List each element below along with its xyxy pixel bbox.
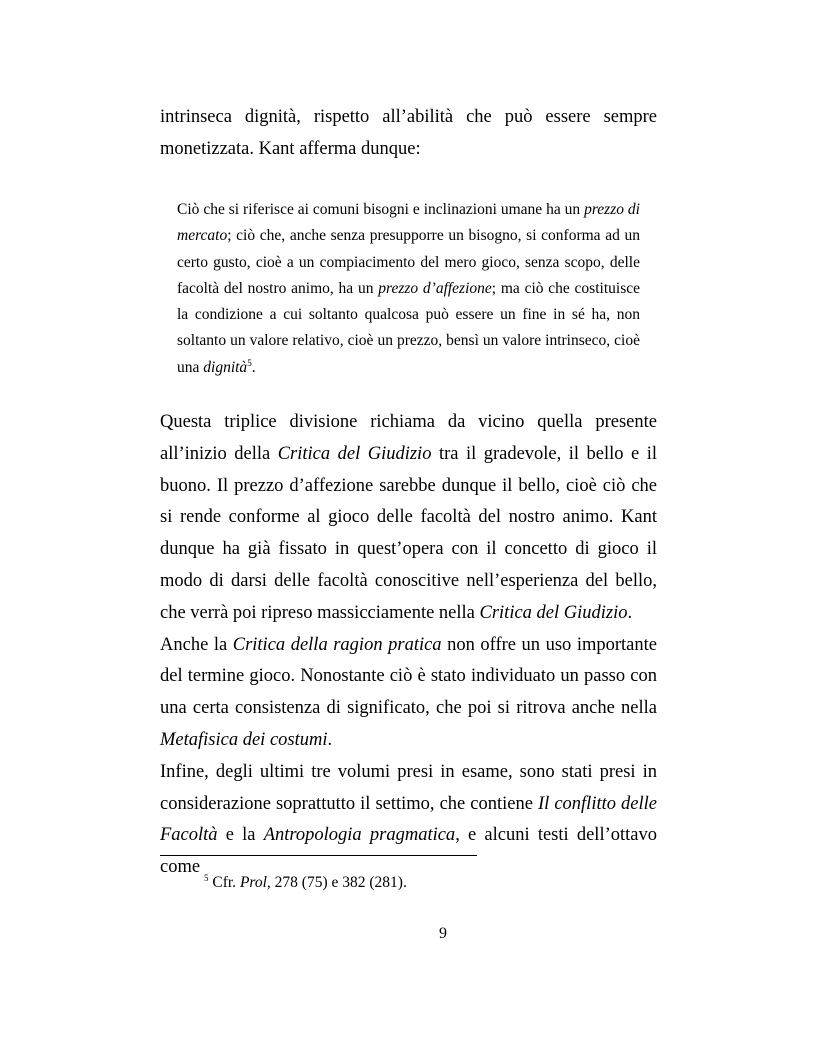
intro-line-2: monetizzata. Kant afferma dunque:: [160, 138, 421, 159]
para1-italic-critica-giudizio: Critica del Giudizio: [277, 443, 432, 464]
quote-text-3: ; ma ciò che costituisce la condizione a cui soltanto qualcosa può essere un fine in sé ha, non soltanto un valore relativo, cioè un prezzo, bensì un valore intrinseco, cioè una: [177, 279, 640, 376]
quote-text: [177, 197, 640, 381]
intro-line-1: intrinseca dignità, rispetto all’abilità che può essere sempre: [160, 107, 657, 127]
para2-text-3: .: [327, 729, 333, 750]
para2-italic-critica-ragion-pratica: Critica della ragion pratica: [232, 634, 442, 655]
para2-italic-metafisica: Metafisica dei costumi: [160, 729, 328, 750]
quote-text-4: .: [251, 358, 256, 376]
footnote-number: 5: [204, 872, 209, 883]
para3-italic-antropologia: Antropologia pragmatica: [263, 825, 456, 846]
quote-italic-prezzo-affezione: prezzo d’affezione: [378, 279, 492, 297]
footnote-text-2: , 278 (75) e 382 (281).: [266, 874, 407, 891]
footnote-separator: [160, 855, 477, 856]
paragraph-1: [160, 407, 657, 630]
para1-text-2: tra il gradevole, il bello e il buono. Il prezzo d’affezione sarebbe dunque il bello, cioè ciò che si rende conforme al gioco delle facoltà del nostro animo. Kant dunque ha già fissato in quest’opera con il concetto di gioco il modo di darsi delle facoltà conoscitive nell’esperienza del bello, che verrà poi ripreso massicciamente nella: [160, 443, 657, 623]
footnote: [204, 873, 407, 893]
para3-text-2: e la: [217, 825, 264, 846]
para3-italic-conflitto: Il conflitto delle Facoltà: [160, 793, 657, 846]
quote-italic-dignita: dignità: [203, 358, 248, 376]
quote-text-1: Ciò che si riferisce ai comuni bisogni e inclinazioni umane ha un: [177, 201, 585, 218]
main-text: [160, 407, 657, 884]
page-number: 9: [439, 925, 447, 942]
para3-text-1: Infine, degli ultimi tre volumi presi in esame, sono stati presi in considerazione soprattutto il settimo, che contiene: [160, 761, 657, 814]
paragraph-3: [160, 757, 657, 884]
quote-text-2: ; ciò che, anche senza presupporre un bisogno, si conforma ad un certo gusto, cioè a un compiacimento del mero gioco, senza scopo, delle facoltà del nostro animo, ha un: [177, 227, 640, 297]
intro-paragraph: [160, 102, 657, 166]
para2-text-1: Anche la: [160, 634, 233, 655]
para1-italic-critica-giudizio-2: Critica del Giudizio: [479, 602, 628, 623]
footnote-reference: 5: [247, 357, 252, 368]
footnote-text-1: Cfr.: [208, 874, 240, 891]
para2-text-2: non offre un uso importante del termine gioco. Nonostante ciò è stato individuato un passo con una certa consistenza di significato, che poi si ritrova anche nella: [160, 634, 657, 719]
quote-italic-prezzo-di-mercato: prezzo di mercato: [177, 201, 640, 245]
para1-text-1: Questa triplice divisione richiama da vicino quella presente all’inizio della: [160, 412, 657, 464]
para3-text-3: , e alcuni testi dell’ottavo come: [160, 825, 657, 878]
block-quote: [177, 197, 640, 381]
footnote-italic-prol: Prol: [239, 874, 267, 891]
paragraph-2: [160, 630, 657, 757]
para1-text-3: .: [627, 602, 633, 623]
